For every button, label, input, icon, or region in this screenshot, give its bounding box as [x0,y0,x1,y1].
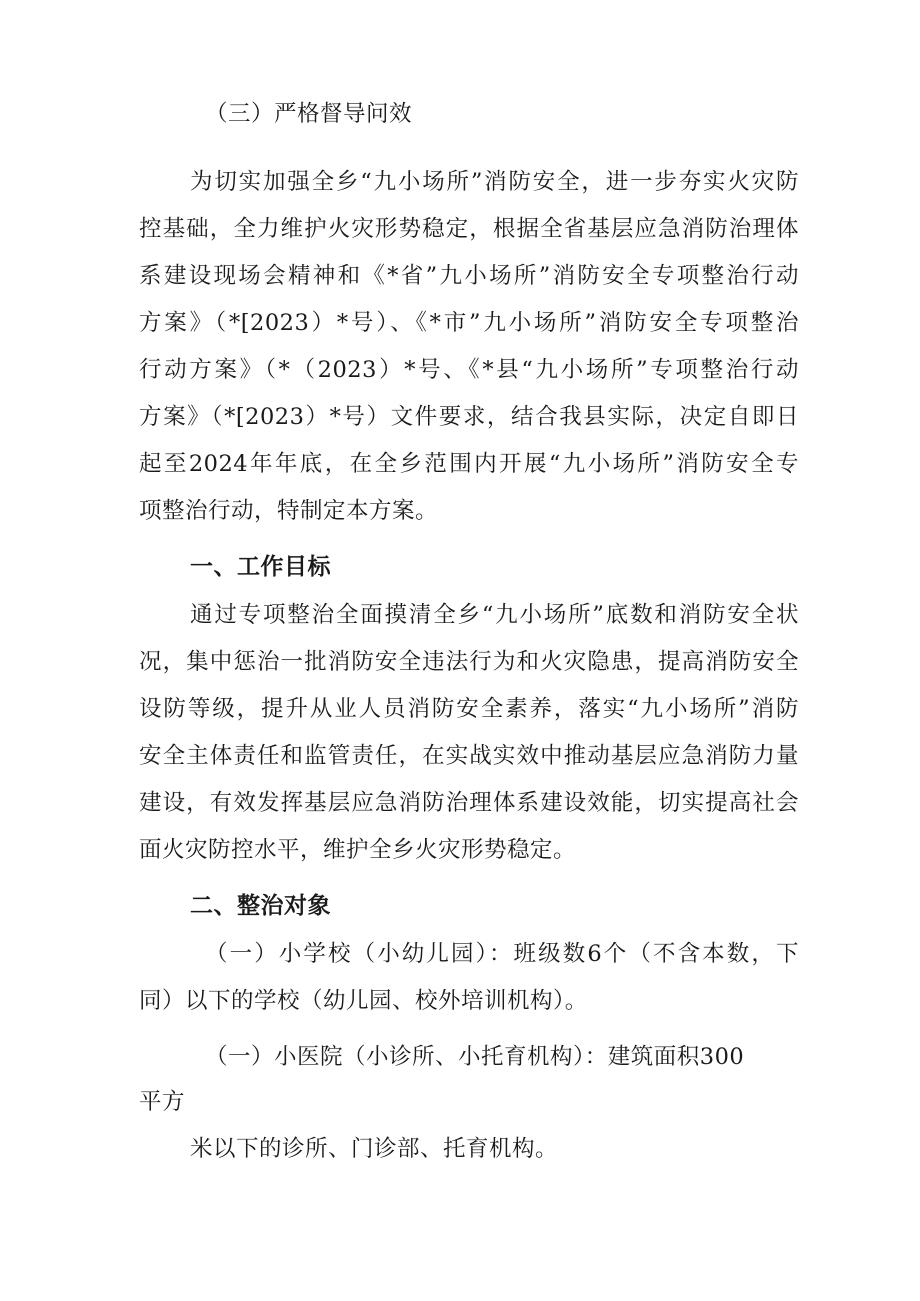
clinic-line-3: 米以下的诊所、门诊部、托育机构。 [190,1136,559,1162]
goals-line-5: 建设，有效发挥基层应急消防治理体系建设效能，切实提高社会 [139,790,799,816]
heading-work-goals: 一、工作目标 [190,554,331,580]
school-line-1: （一）小学校（小幼儿园）：班级数6个（不含本数，下 [205,941,799,967]
goals-line-1: 通过专项整治全面摸清全乡“九小场所”底数和消防安全状 [190,602,799,628]
intro-line-5: 行动方案》（*（2023）*号、《*县“九小场所”专项整治行动 [139,357,799,383]
intro-line-7: 起至2024年年底，在全乡范围内开展“九小场所”消防安全专 [139,451,799,477]
intro-line-6: 方案》（*[2023）*号）文件要求，结合我县实际，决定自即日 [139,404,799,430]
intro-line-4: 方案》（*[2023）*号）、《*市”九小场所”消防安全专项整治 [139,310,799,336]
heading-targets: 二、整治对象 [190,893,331,919]
clinic-line-2: 平方 [139,1089,186,1115]
goals-line-2: 况，集中惩治一批消防安全违法行为和火灾隐患，提高消防安全 [139,649,799,675]
intro-line-3: 系建设现场会精神和《*省”九小场所”消防安全专项整治行动 [139,263,799,289]
intro-line-2: 控基础，全力维护火灾形势稳定，根据全省基层应急消防治理体 [139,216,799,242]
clinic-line-1: （一）小医院（小诊所、小托育机构）：建筑面积300 [205,1044,745,1070]
intro-line-1: 为切实加强全乡“九小场所”消防安全，进一步夯实火灾防 [190,169,799,195]
goals-line-6: 面火灾防控水平，维护全乡火灾形势稳定。 [139,837,577,863]
intro-line-8: 项整治行动，特制定本方案。 [139,498,439,524]
goals-line-4: 安全主体责任和监管责任，在实战实效中推动基层应急消防力量 [139,743,799,769]
goals-line-3: 设防等级，提升从业人员消防安全素养，落实“九小场所”消防 [139,696,799,722]
school-line-2: 同）以下的学校（幼儿园、校外培训机构）。 [139,988,588,1014]
section-heading-strict-supervision: （三）严格督导问效 [205,101,413,127]
